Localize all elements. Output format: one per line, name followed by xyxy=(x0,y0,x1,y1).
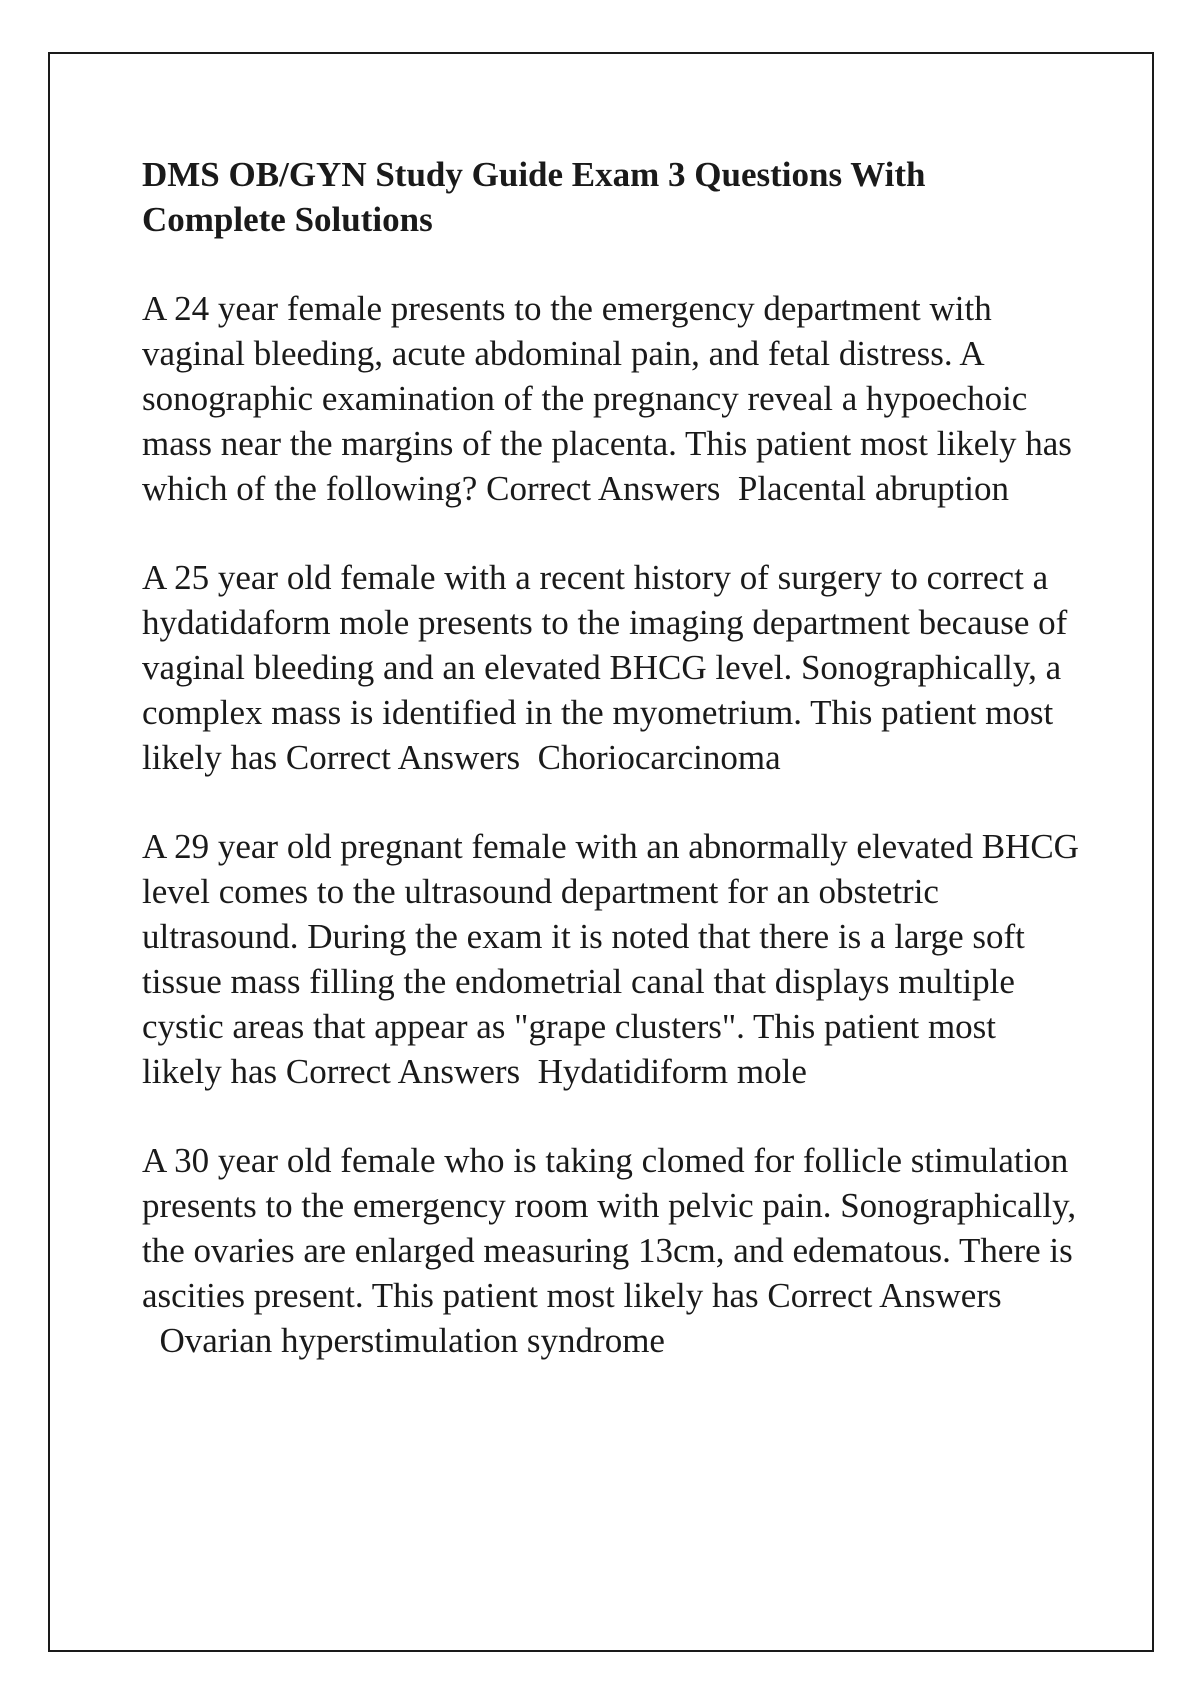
answer-label: Correct Answers xyxy=(767,1276,1002,1315)
question-text: A 30 year old female who is taking clomed for follicle stimulation presents to the emergency room with pelvic pain. Sonographically, the ovaries are enlarged measuring 13cm, and edematous. There is ascities present. This patient most likely has xyxy=(142,1141,1077,1315)
question-text: A 29 year old pregnant female with an abnormally elevated BHCG level comes to the ultrasound department for an obstetric ultrasound. During the exam it is noted that there is a large soft tissue mass filling the endometrial canal that displays multiple cystic areas that appear as "grape clusters". This patient most likely has xyxy=(142,827,1079,1091)
answer-label: Correct Answers xyxy=(285,738,521,777)
qa-entry xyxy=(142,555,1082,780)
question-text: A 24 year female presents to the emergency department with vaginal bleeding, acute abdominal pain, and fetal distress. A sonographic examination of the pregnancy reveal a hypoechoic mass near the margins of the placenta. This patient most likely has which of the following? xyxy=(142,289,1072,508)
qa-entry xyxy=(142,1138,1082,1363)
question-text: A 25 year old female with a recent history of surgery to correct a hydatidaform mole presents to the imaging department because of vaginal bleeding and an elevated BHCG level. Sonographically, a complex mass is identified in the myometrium. This patient most likely has xyxy=(142,558,1068,777)
answer-text: Placental abruption xyxy=(737,469,1010,508)
answer-label: Correct Answers xyxy=(486,469,721,508)
answer-text: Choriocarcinoma xyxy=(537,738,781,777)
answer-text: Hydatidiform mole xyxy=(537,1052,807,1091)
answer-text: Ovarian hyperstimulation syndrome xyxy=(159,1321,665,1360)
document-title: DMS OB/GYN Study Guide Exam 3 Questions With Complete Solutions xyxy=(142,155,926,239)
answer-label: Correct Answers xyxy=(285,1052,521,1091)
qa-entry xyxy=(142,824,1082,1094)
document-content xyxy=(142,152,1102,1407)
qa-entry xyxy=(142,286,1082,511)
